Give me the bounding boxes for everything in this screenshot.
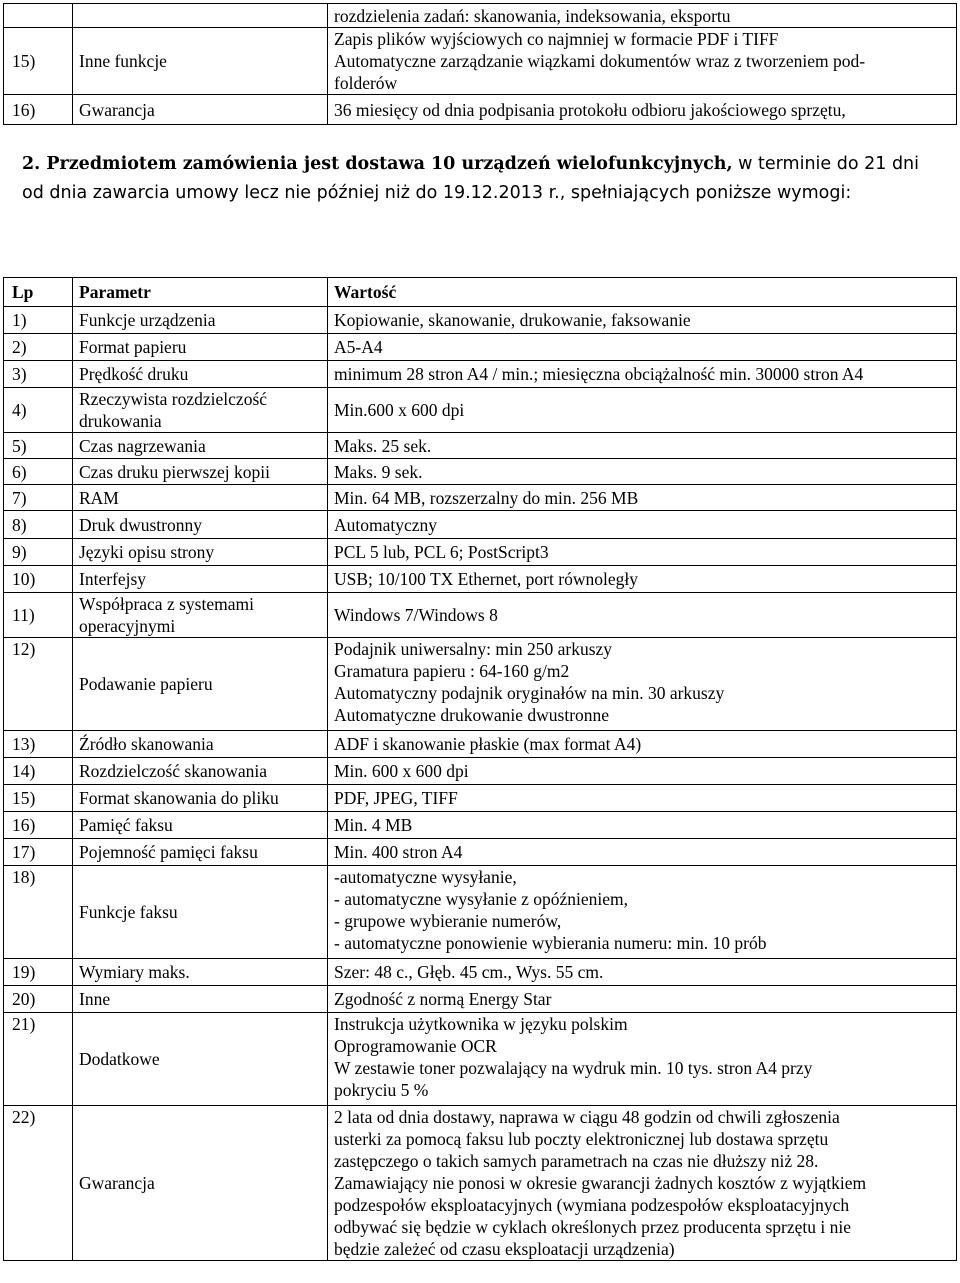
param-cell: Gwarancja (73, 95, 328, 125)
lp-cell: 6) (4, 459, 73, 485)
param-cell: Funkcje urządzenia (73, 307, 328, 334)
param-cell: Format skanowania do pliku (73, 785, 328, 812)
lp-cell: 1) (4, 307, 73, 334)
table-row (4, 959, 957, 986)
param-cell: Dodatkowe (73, 1013, 328, 1106)
value-cell: minimum 28 stron A4 / min.; miesięczna obciążalność min. 30000 stron A4 (328, 361, 957, 388)
value-cell: Min.600 x 600 dpi (328, 388, 957, 433)
table-row (4, 28, 957, 95)
value-cell: Zgodność z normą Energy Star (328, 986, 957, 1013)
table-row (4, 1013, 957, 1106)
value-cell: A5-A4 (328, 334, 957, 361)
lp-cell: 17) (4, 839, 73, 866)
lp-cell: 4) (4, 388, 73, 433)
value-cell: 2 lata od dnia dostawy, naprawa w ciągu 48 godzin od chwili zgłoszenia usterki za pomocą faksu lub poczty elektronicznej lub dostawa sprzętu zastępczego o takich samych parametrach na czas nie dłuższy niż 28. Zamawiający nie ponosi w okresie gwarancji żadnych kosztów z wyjątkiem podzespołów eksploatacyjnych (wymiana podzespołów eksploatacyjnych odbywać się będzie w cyklach określonych przez producenta sprzętu i nie będzie zależeć od czasu eksploatacji urządzenia) (328, 1106, 957, 1261)
param-cell: Interfejsy (73, 566, 328, 593)
spec-table-body (4, 307, 957, 1261)
lp-cell: 11) (4, 593, 73, 638)
param-cell: Funkcje faksu (73, 866, 328, 959)
param-cell: Języki opisu strony (73, 539, 328, 566)
table-row (4, 566, 957, 593)
lp-cell: 7) (4, 485, 73, 511)
lp-cell: 21) (4, 1013, 73, 1106)
lp-cell: 20) (4, 986, 73, 1013)
header-lp: Lp (4, 278, 73, 307)
lp-cell: 16) (4, 812, 73, 839)
lp-cell: 15) (4, 28, 73, 95)
table-row (4, 785, 957, 812)
value-cell: USB; 10/100 TX Ethernet, port równoległy (328, 566, 957, 593)
intro-normal-text: w terminie do 21 dni od dnia zawarcia umowy lecz nie później niż do 19.12.2013 r. (22, 154, 920, 203)
param-cell: Rzeczywista rozdzielczość drukowania (73, 388, 328, 433)
intro-bold-text: 2. Przedmiotem zamówienia jest dostawa 10 urządzeń wielofunkcyjnych, (22, 154, 733, 174)
table-row (4, 812, 957, 839)
value-cell: PDF, JPEG, TIFF (328, 785, 957, 812)
lp-cell: 2) (4, 334, 73, 361)
lp-cell: 12) (4, 638, 73, 731)
param-cell: Czas druku pierwszej kopii (73, 459, 328, 485)
value-cell: Min. 400 stron A4 (328, 839, 957, 866)
value-cell: Automatyczny (328, 511, 957, 539)
lp-cell: 10) (4, 566, 73, 593)
param-cell: Rozdzielczość skanowania (73, 758, 328, 785)
lp-cell: 22) (4, 1106, 73, 1261)
table-row (4, 986, 957, 1013)
param-cell: Inne (73, 986, 328, 1013)
param-cell: Wymiary maks. (73, 959, 328, 986)
param-cell: Współpraca z systemami operacyjnymi (73, 593, 328, 638)
value-cell: 36 miesięcy od dnia podpisania protokołu odbioru jakościowego sprzętu, (328, 95, 957, 125)
param-cell: Gwarancja (73, 1106, 328, 1261)
intro-tail-text: , spełniających poniższe wymogi: (559, 183, 852, 203)
table-row (4, 866, 957, 959)
lp-cell: 5) (4, 433, 73, 459)
param-cell: Inne funkcje (73, 28, 328, 95)
param-cell: Źródło skanowania (73, 731, 328, 758)
table-row (4, 1106, 957, 1261)
table-row (4, 839, 957, 866)
param-cell: Prędkość druku (73, 361, 328, 388)
param-cell: RAM (73, 485, 328, 511)
value-cell: Windows 7/Windows 8 (328, 593, 957, 638)
lp-cell: 9) (4, 539, 73, 566)
table-row (4, 388, 957, 433)
value-cell: ADF i skanowanie płaskie (max format A4) (328, 731, 957, 758)
value-cell: Instrukcja użytkownika w języku polskim Oprogramowanie OCR W zestawie toner pozwalający na wydruk min. 10 tys. stron A4 przy pokryciu 5 % (328, 1013, 957, 1106)
table-row (4, 485, 957, 511)
table-row (4, 731, 957, 758)
param-cell: Format papieru (73, 334, 328, 361)
lp-cell: 15) (4, 785, 73, 812)
value-cell: Min. 64 MB, rozszerzalny do min. 256 MB (328, 485, 957, 511)
value-cell: rozdzielenia zadań: skanowania, indeksowania, eksportu (328, 4, 957, 28)
header-param: Parametr (73, 278, 328, 307)
table-header-row (4, 278, 957, 307)
lp-cell: 18) (4, 866, 73, 959)
table-row (4, 638, 957, 731)
value-cell: -automatyczne wysyłanie, - automatyczne wysyłanie z opóźnieniem, - grupowe wybieranie numerów, - automatyczne ponowienie wybierania numeru: min. 10 prób (328, 866, 957, 959)
param-cell: Pamięć faksu (73, 812, 328, 839)
table-row (4, 307, 957, 334)
table-row (4, 95, 957, 125)
top-table (3, 3, 957, 125)
lp-cell: 8) (4, 511, 73, 539)
table-row (4, 593, 957, 638)
lp-cell: 13) (4, 731, 73, 758)
param-cell (73, 4, 328, 28)
value-cell: PCL 5 lub, PCL 6; PostScript3 (328, 539, 957, 566)
value-cell: Maks. 25 sek. (328, 433, 957, 459)
lp-cell: 14) (4, 758, 73, 785)
value-cell: Podajnik uniwersalny: min 250 arkuszy Gramatura papieru : 64-160 g/m2 Automatyczny podajnik oryginałów na min. 30 arkuszy Automatyczne drukowanie dwustronne (328, 638, 957, 731)
param-cell: Druk dwustronny (73, 511, 328, 539)
param-cell: Pojemność pamięci faksu (73, 839, 328, 866)
value-cell: Maks. 9 sek. (328, 459, 957, 485)
lp-cell: 3) (4, 361, 73, 388)
table-row (4, 539, 957, 566)
value-cell: Min. 600 x 600 dpi (328, 758, 957, 785)
lp-cell (4, 4, 73, 28)
value-cell: Szer: 48 c., Głęb. 45 cm., Wys. 55 cm. (328, 959, 957, 986)
table-row (4, 433, 957, 459)
table-row (4, 361, 957, 388)
lp-cell: 16) (4, 95, 73, 125)
value-cell: Min. 4 MB (328, 812, 957, 839)
header-value: Wartość (328, 278, 957, 307)
table-row (4, 334, 957, 361)
table-row (4, 511, 957, 539)
value-cell: Zapis plików wyjściowych co najmniej w formacie PDF i TIFF Automatyczne zarządzanie wiązkami dokumentów wraz z tworzeniem pod- folderów (328, 28, 957, 95)
value-cell: Kopiowanie, skanowanie, drukowanie, faksowanie (328, 307, 957, 334)
intro-paragraph (22, 150, 942, 208)
param-cell: Czas nagrzewania (73, 433, 328, 459)
table-row (4, 459, 957, 485)
spec-table (3, 277, 957, 1261)
param-cell: Podawanie papieru (73, 638, 328, 731)
table-row (4, 758, 957, 785)
table-row (4, 4, 957, 28)
lp-cell: 19) (4, 959, 73, 986)
